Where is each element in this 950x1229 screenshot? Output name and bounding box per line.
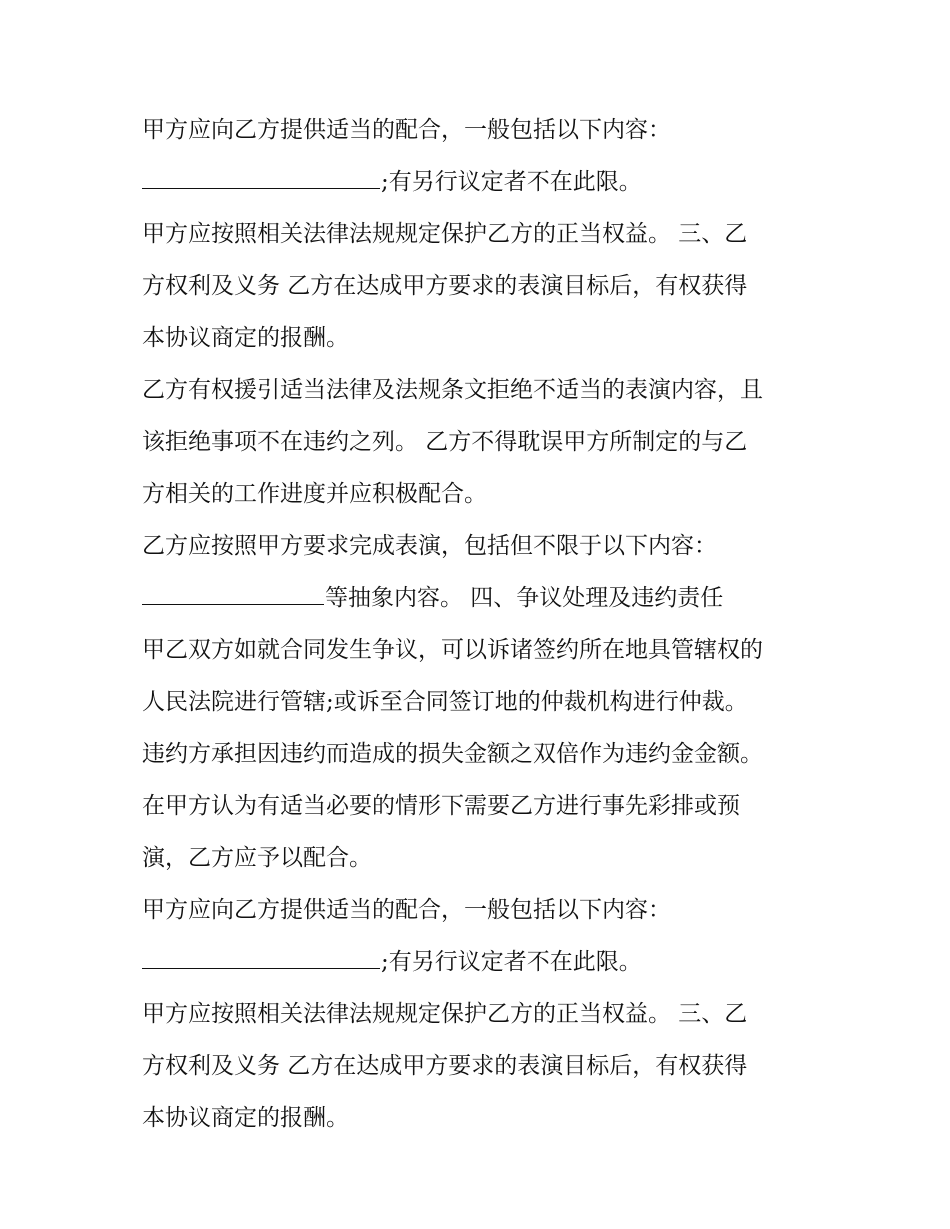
document-body xyxy=(142,104,822,1144)
text-line: 本协议商定的报酬。 xyxy=(142,1105,349,1131)
text-line: 违约方承担因违约而造成的损失金额之双倍作为违约金金额。 xyxy=(142,741,763,767)
text-line: 甲方应向乙方提供适当的配合，一般包括以下内容： xyxy=(142,117,671,143)
text-line: ;有另行议定者不在此限。 xyxy=(381,169,642,195)
text-line: 甲方应向乙方提供适当的配合，一般包括以下内容： xyxy=(142,897,671,923)
text-line: 甲乙双方如就合同发生争议，可以诉诸签约所在地具管辖权的 xyxy=(142,637,763,663)
text-line: 甲方应按照相关法律法规规定保护乙方的正当权益。 三、乙 xyxy=(142,1001,748,1027)
text-line-with-blank xyxy=(142,156,822,208)
text-line: 甲方应按照相关法律法规规定保护乙方的正当权益。 三、乙 xyxy=(142,221,748,247)
text-line: 乙方应按照甲方要求完成表演，包括但不限于以下内容： xyxy=(142,533,717,559)
text-line: 等抽象内容。 四、争议处理及违约责任 xyxy=(325,585,724,611)
fill-in-blank xyxy=(142,580,324,605)
text-line-with-blank xyxy=(142,572,822,624)
text-line: 在甲方认为有适当必要的情形下需要乙方进行事先彩排或预 xyxy=(142,793,740,819)
text-line: 方权利及义务 乙方在达成甲方要求的表演目标后，有权获得 xyxy=(142,273,748,299)
text-line: 方权利及义务 乙方在达成甲方要求的表演目标后，有权获得 xyxy=(142,1053,748,1079)
fill-in-blank xyxy=(142,944,380,969)
text-line: 本协议商定的报酬。 xyxy=(142,325,349,351)
text-line: 该拒绝事项不在违约之列。 乙方不得耽误甲方所制定的与乙 xyxy=(142,429,748,455)
text-line: ;有另行议定者不在此限。 xyxy=(381,949,642,975)
text-line-with-blank xyxy=(142,936,822,988)
text-line: 方相关的工作进度并应积极配合。 xyxy=(142,481,487,507)
text-line: 乙方有权援引适当法律及法规条文拒绝不适当的表演内容，且 xyxy=(142,377,763,403)
fill-in-blank xyxy=(142,164,380,189)
text-line: 人民法院进行管辖;或诉至合同签订地的仲裁机构进行仲裁。 xyxy=(142,689,748,715)
text-line: 演，乙方应予以配合。 xyxy=(142,845,372,871)
